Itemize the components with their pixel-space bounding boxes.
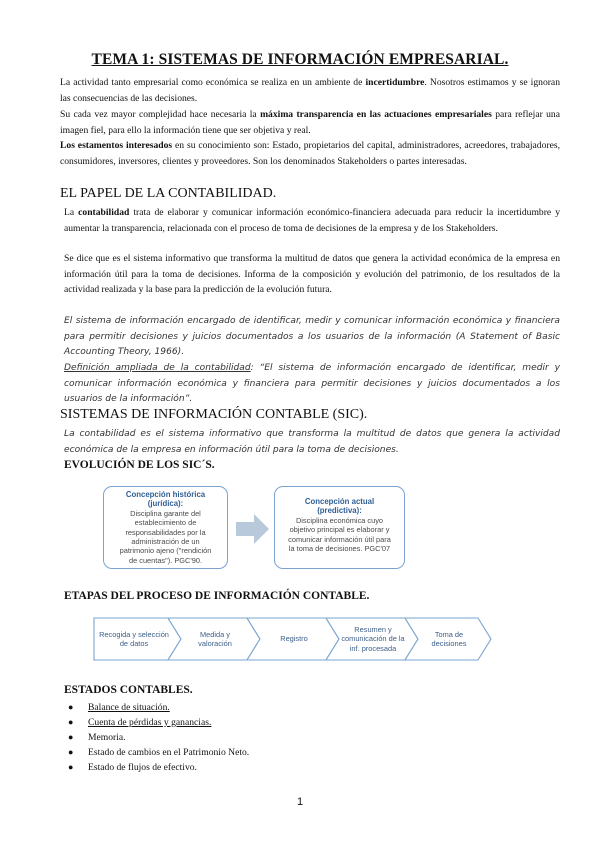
historical-concept-text: Disciplina garante del establecimiento de responsabilidades por la administración de un patrimonio ajeno ("rendición de cuentas"). PGC'90. (119, 508, 212, 565)
section-heading-contabilidad: EL PAPEL DE LA CONTABILIDAD. (60, 186, 277, 201)
intro-paragraph-2: Su cada vez mayor complejidad hace necesaria la máxima transparencia en las actuaciones empresariales para reflejar una imagen fiel, para ello la información tiene que ser objetiva y real. (60, 109, 560, 136)
states-list (68, 700, 249, 775)
subheading-estados: ESTADOS CONTABLES. (64, 684, 193, 696)
step-5: Toma de decisiones (431, 629, 467, 648)
step-3: Registro (280, 634, 308, 644)
section2-paragraph-1: La contabilidad es el sistema informativo que transforma la multitud de datos que genera la actividad económica de la empresa en información útil para la toma de decisiones. (64, 429, 560, 455)
historical-concept-title: Concepción histórica (jurídica): (125, 490, 206, 509)
section1-paragraph-4: Definición ampliada de la contabilidad: “El sistema de información encargado de identificar, medir y comunicar información económica y financiera para permitir decisiones y juicios documentados a los usuarios de la información”. (64, 363, 560, 405)
list-item: ● Estado de cambios en el Patrimonio Neto. (68, 745, 249, 760)
step-4: Resumen y comunicación de la inf. procesada (341, 624, 405, 653)
list-item: ● Memoria. (68, 730, 249, 745)
evolution-arrow-icon (236, 513, 270, 545)
section-heading-sic: SISTEMAS DE INFORMACIÓN CONTABLE (SIC). (60, 407, 368, 422)
section1-paragraph-1: La contabilidad trata de elaborar y comunicar información económico-financiera adecuada para reducir la incertidumbre y aumentar la transparencia, relacionada con el proceso de toma de decisiones de la empresa y de los Stakeholders. (64, 207, 560, 234)
step-2: Medida y valoración (198, 629, 232, 648)
historical-concept-box (103, 486, 228, 569)
current-concept-box (274, 486, 405, 569)
intro-paragraph-1: La actividad tanto empresarial como económica se realiza en un ambiente de incertidumbre. Nosotros estimamos y se ignoran las consecuencias de las decisiones. (60, 77, 560, 104)
intro-paragraph-3: Los estamentos interesados en su conocimiento son: Estado, propietarios del capital, administradores, acreedores, trabajadores, consumidores, inversores, clientes y proveedores. Son los denominados Stakeholders o partes interesadas. (60, 140, 560, 167)
process-steps (93, 617, 493, 661)
page-number: 1 (296, 796, 304, 808)
current-concept-text: Disciplina económica cuyo objetivo principal es elaborar y comunicar información útil para la toma de decisiones. PGC'07 (288, 515, 391, 554)
subheading-evolucion: EVOLUCIÓN DE LOS SIC´S. (64, 459, 215, 471)
list-item: ● Cuenta de pérdidas y ganancias. (68, 715, 249, 730)
subheading-etapas: ETAPAS DEL PROCESO DE INFORMACIÓN CONTABLE. (64, 590, 370, 602)
current-concept-title: Concepción actual (predictiva): (304, 497, 375, 516)
document-title: TEMA 1: SISTEMAS DE INFORMACIÓN EMPRESARIAL. (91, 51, 509, 68)
list-item: ● Balance de situación. (68, 700, 249, 715)
section1-paragraph-2: Se dice que es el sistema informativo que transforma la multitud de datos que genera la actividad económica de la empresa en información útil para la toma de decisiones. Informa de la composición y evolución del patrimonio, de los resultados de la actividad realizada y la base para la predicción de la evolución futura. (64, 253, 560, 296)
list-item: ● Estado de flujos de efectivo. (68, 760, 249, 775)
step-1: Recogida y selección de datos (99, 629, 169, 648)
section1-paragraph-3: El sistema de información encargado de identificar, medir y comunicar información económica y financiera para permitir decisiones y juicios documentados a los usuarios de la información (A Statement of Basic Accounting Theory, 1966). (64, 316, 560, 358)
